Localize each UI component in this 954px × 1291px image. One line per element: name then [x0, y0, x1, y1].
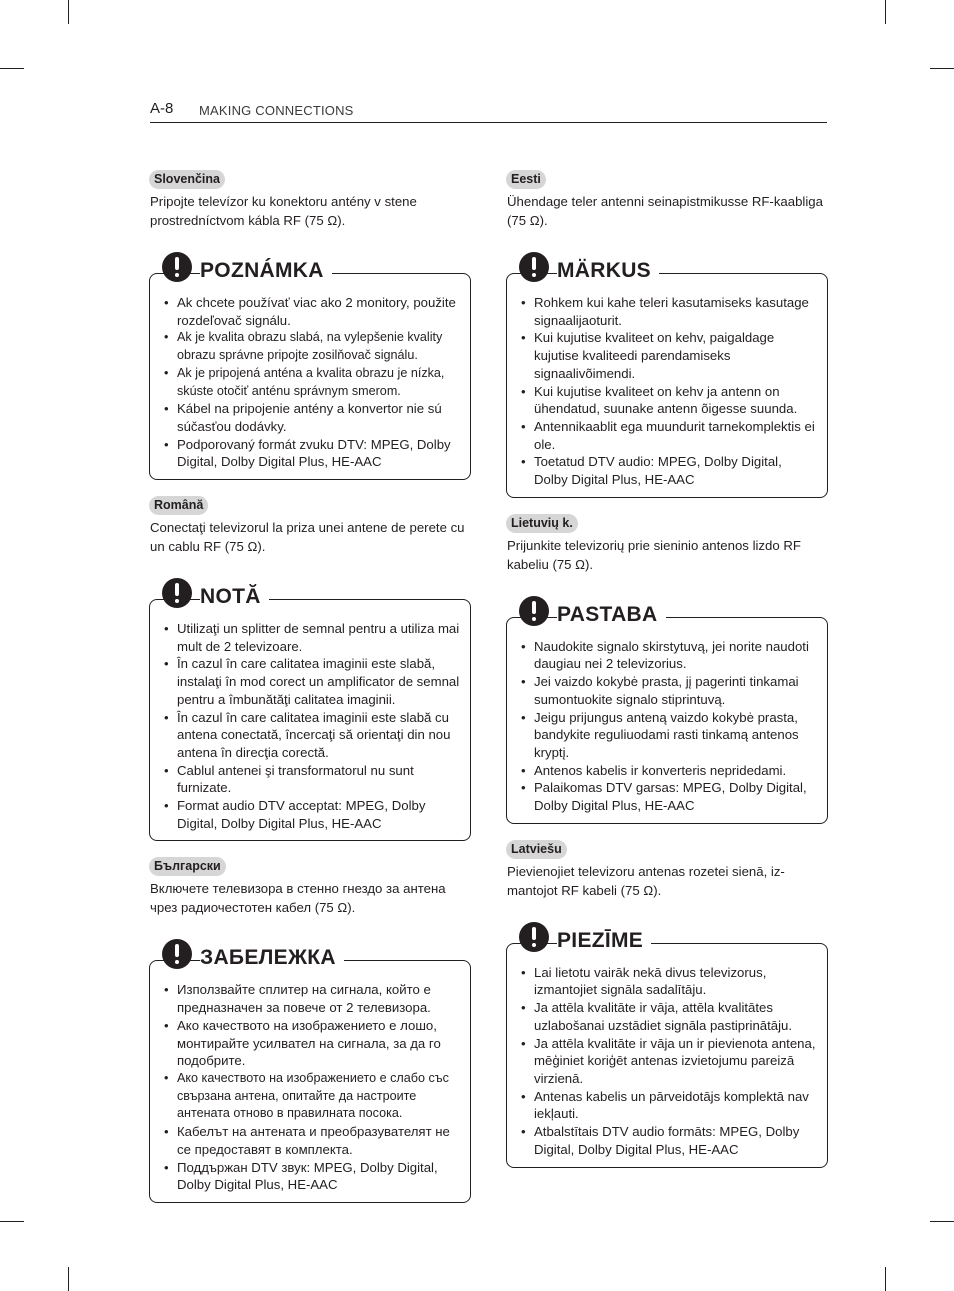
- note-item: • Kui kujutise kvaliteet on kehv ja antenn on ühendatud, suunake antenn õigesse suunda.: [521, 383, 817, 418]
- note-title: POZNÁMKA: [200, 259, 332, 283]
- crop-mark: [68, 0, 69, 24]
- language-tag: Lietuvių k.: [506, 514, 578, 533]
- note-item: • Kábel na pripojenie antény a konvertor nie sú súčasťou dodávky.: [164, 400, 460, 435]
- crop-mark: [0, 1221, 24, 1222]
- left-column: [149, 170, 471, 1219]
- note-item: • Toetatud DTV audio: MPEG, Dolby Digital, Dolby Digital Plus, HE-AAC: [521, 453, 817, 488]
- crop-mark: [0, 68, 24, 69]
- note-item: • Palaikomas DTV garsas: MPEG, Dolby Digital, Dolby Digital Plus, HE-AAC: [521, 779, 817, 814]
- note-item: • Podporovaný formát zvuku DTV: MPEG, Dolby Digital, Dolby Digital Plus, HE-AAC: [164, 436, 460, 471]
- note-list: [521, 964, 817, 1159]
- note-item: • Ако качеството на изображението е слабо със свързана антена, опитайте да настроите антената отново в правилната посока.: [164, 1070, 460, 1123]
- note-list: [521, 294, 817, 489]
- note-item: • Jei vaizdo kokybė prasta, jį pagerinti tinkamai sumontuokite signalo stiprintuvą.: [521, 673, 817, 708]
- exclamation-icon: [162, 578, 192, 608]
- note-title: ЗАБЕЛЕЖКА: [200, 946, 344, 970]
- note-item: • Antenas kabelis un pārveidotājs komplektā nav iekļauti.: [521, 1088, 817, 1123]
- note-item: • Използвайте сплитер на сигнала, който е предназначен за повече от 2 телевизора.: [164, 981, 460, 1016]
- language-section: [506, 840, 828, 1168]
- note-item: • Ja attēla kvalitāte ir vāja, attēla kvalitātes uzlabošanai uzstādiet signāla pastiprinātāju.: [521, 999, 817, 1034]
- note-item: • Поддържан DTV звук: MPEG, Dolby Digital, Dolby Digital Plus, HE-AAC: [164, 1159, 460, 1194]
- note-box: [506, 252, 828, 498]
- note-title: NOTĂ: [200, 585, 269, 609]
- language-instruction: Conectaţi televizorul la priza unei antene de perete cu un cablu RF (75 Ω).: [150, 520, 465, 555]
- language-tag: Eesti: [506, 170, 546, 189]
- note-title: PIEZĪME: [557, 929, 651, 953]
- note-item: • Rohkem kui kahe teleri kasutamiseks kasutage signaalijaoturit.: [521, 294, 817, 329]
- language-tag: Български: [149, 857, 226, 876]
- note-title: MÄRKUS: [557, 259, 659, 283]
- note-box: [149, 939, 471, 1202]
- page-number: A-8: [150, 100, 174, 117]
- note-item: • Utilizaţi un splitter de semnal pentru a utiliza mai mult de 2 televizoare.: [164, 620, 460, 655]
- note-item: • Ak chcete používať viac ako 2 monitory, použite rozdeľovač signálu.: [164, 294, 460, 329]
- note-box: [506, 596, 828, 824]
- note-item: • Kui kujutise kvaliteet on kehv, paigaldage kujutise kvaliteedi parendamiseks signaalivõimendi.: [521, 329, 817, 382]
- page-header: [150, 100, 827, 123]
- crop-mark: [930, 68, 954, 69]
- language-section: [149, 496, 471, 841]
- language-instruction: Pripojte televízor ku konektoru antény v stene prostredníctvom kábla RF (75 Ω).: [150, 194, 417, 228]
- note-item: • Ja attēla kvalitāte ir vāja un ir pievienota antena, mēģiniet koriģēt antenas izvietojumu pareizā virzienā.: [521, 1035, 817, 1088]
- note-item: • Lai lietotu vairāk nekā divus televizorus, izmantojiet signāla sadalītāju.: [521, 964, 817, 999]
- crop-mark: [885, 0, 886, 24]
- note-item: • Кабелът на антената и преобразувателят не се предоставят в комплекта.: [164, 1123, 460, 1158]
- note-item: • Ak je kvalita obrazu slabá, na vylepšenie kvality obrazu správne pripojte zosilňovač signálu.: [164, 329, 460, 364]
- note-list: [164, 620, 460, 832]
- note-list: [521, 638, 817, 815]
- note-item: • Format audio DTV acceptat: MPEG, Dolby Digital, Dolby Digital Plus, HE-AAC: [164, 797, 460, 832]
- note-item: • Atbalstītais DTV audio formāts: MPEG, Dolby Digital, Dolby Digital Plus, HE-AAC: [521, 1123, 817, 1158]
- language-instruction: Pievienojiet televizoru antenas rozetei sienā, iz-mantojot RF kabeli (75 Ω).: [507, 863, 785, 898]
- language-section: [506, 514, 828, 824]
- language-section: [149, 170, 471, 480]
- exclamation-icon: [519, 596, 549, 626]
- note-item: • În cazul în care calitatea imaginii este slabă cu antena conectată, încercaţi să orientaţi din nou antena în direcţia corectă.: [164, 709, 460, 762]
- section-title: MAKING CONNECTIONS: [199, 103, 354, 118]
- note-item: • Cablul antenei şi transformatorul nu sunt furnizate.: [164, 762, 460, 797]
- note-box: [149, 252, 471, 480]
- note-item: • În cazul în care calitatea imaginii este slabă, instalaţi în mod corect un amplificator de semnal pentru a îmbunătăţi calitatea imaginii.: [164, 655, 460, 708]
- crop-mark: [930, 1221, 954, 1222]
- language-instruction: Prijunkite televizorių prie sieninio antenos lizdo RF kabeliu (75 Ω).: [507, 537, 801, 572]
- language-section: [149, 857, 471, 1202]
- language-tag: Română: [149, 496, 208, 515]
- note-title: PASTABA: [557, 603, 666, 627]
- note-box: [506, 922, 828, 1168]
- note-box: [149, 578, 471, 841]
- right-column: [506, 170, 828, 1184]
- crop-mark: [68, 1267, 69, 1291]
- note-item: • Ak je pripojená anténa a kvalita obrazu je nízka, skúste otočiť anténu správnym smerom.: [164, 365, 460, 400]
- note-item: • Jeigu prijungus anteną vaizdo kokybė prasta, bandykite reguliuodami rasti tinkamą antenos kryptį.: [521, 709, 817, 762]
- language-tag: Latviešu: [506, 840, 567, 859]
- note-list: [164, 981, 460, 1193]
- crop-mark: [885, 1267, 886, 1291]
- language-tag: Slovenčina: [149, 170, 225, 189]
- note-item: • Antenos kabelis ir konverteris nepridedami.: [521, 762, 817, 780]
- language-section: [506, 170, 828, 498]
- note-item: • Naudokite signalo skirstytuvą, jei norite naudoti daugiau nei 2 televizorius.: [521, 638, 817, 673]
- note-item: • Ако качеството на изображението е лошо, монтирайте усилвател на сигнала, за да го подобрите.: [164, 1017, 460, 1070]
- exclamation-icon: [162, 252, 192, 282]
- language-instruction: Включете телевизора в стенно гнездо за антена чрез радиочестотен кабел (75 Ω).: [150, 881, 446, 916]
- note-list: [164, 294, 460, 471]
- note-item: • Antennikaablit ega muundurit tarnekomplektis ei ole.: [521, 418, 817, 453]
- language-instruction: Ühendage teler antenni seinapistmikusse RF-kaabliga (75 Ω).: [507, 194, 823, 228]
- exclamation-icon: [519, 922, 549, 952]
- exclamation-icon: [162, 939, 192, 969]
- exclamation-icon: [519, 252, 549, 282]
